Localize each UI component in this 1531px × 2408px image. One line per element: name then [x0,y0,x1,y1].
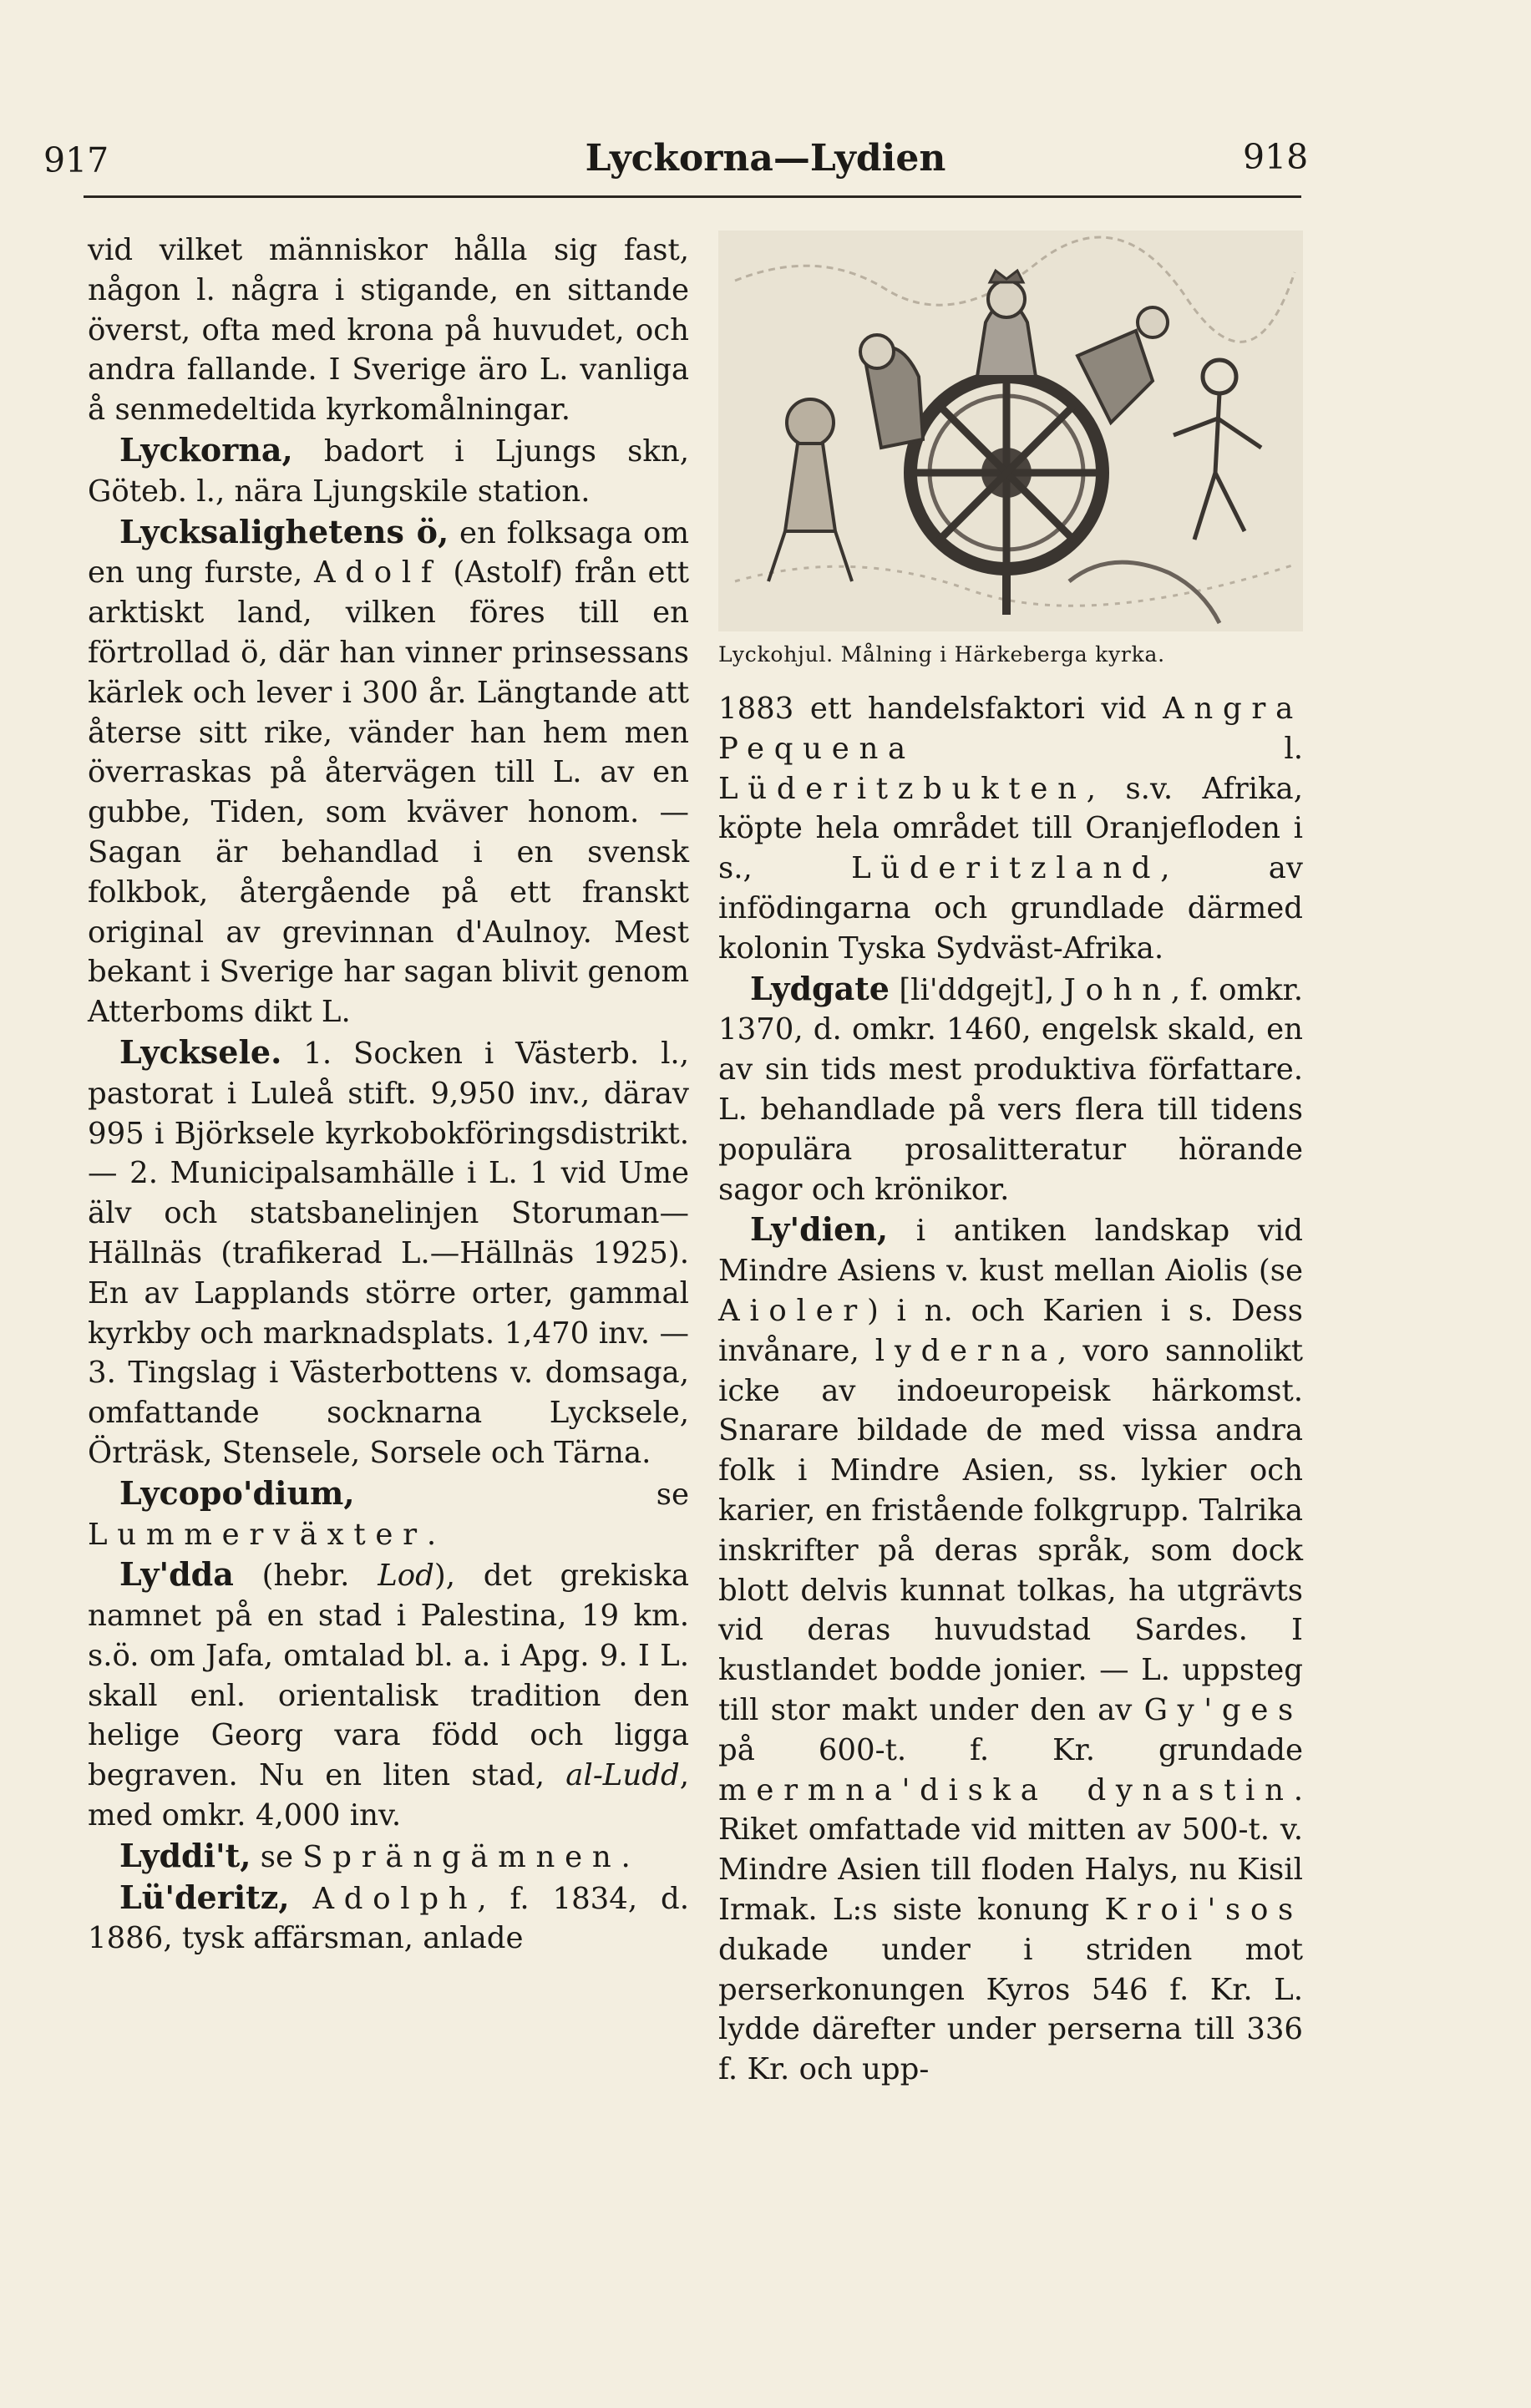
headword: Lü'deritz, [119,1878,290,1916]
headword: Lycopo'dium, [119,1473,355,1512]
headword: Lyddi't, [119,1836,251,1874]
figure-caption: Lyckohjul. Målning i Härkeberga kyrka. [718,642,1165,667]
entry-lycksalighetens-o: Lycksalighetens ö, en folksaga om en ung furste, Adolf (Astolf) från ett arktiskt land, vilken föres till en förtrollad ö, där han vinner prinsessans kärlek och lever i 300 år. Längtande att återse sitt rike, vänder han hem men överraskas på återvägen till L. av en gubbe, Tiden, som kväver honom. — Sagan är behandlad i en svensk folkbok, återgående på ett franskt original av grevinnan d'Aulnoy. Mest bekant i Sverige har sagan blivit genom Atterboms dikt L. [88,512,689,1030]
page-header [0,0,1531,209]
entry-lycksele: Lycksele. 1. Socken i Västerb. l., pastorat i Luleå stift. 9,950 inv., därav 995 i Björksele kyrkobokföringsdistrikt. — 2. Municipalsamhälle i L. 1 vid Ume älv och statsbanelinjen Storuman—Hällnäs (trafikerad L.—Hällnäs 1925). En av Lapplands större orter, gammal kyrkby och marknadsplats. 1,470 inv. — 3. Tingslag i Västerbottens v. domsaga, omfattande socknarna Lycksele, Örträsk, Stensele, Sorsele och Tärna. [88,1032,689,1470]
running-title: Lyckorna—Lydien [585,137,946,180]
headword: Lyckorna, [119,430,293,469]
header-rule [84,195,1301,198]
entry-luderitz: Lü'deritz, Adolph, f. 1834, d. 1886, tysk affärsman, anlade [88,1878,689,1956]
entry-lydien: Ly'dien, i antiken landskap vid Mindre Asiens v. kust mellan Aiolis (se Aioler) i n. och Karien i s. Dess invånare, lyderna, voro sannolikt icke av indoeuropeisk härkomst. Snarare bildade de med vissa andra folk i Mindre Asien, ss. lykier och karier, en fristående folkgrupp. Talrika inskrifter på deras språk, som dock blott delvis kunnat tolkas, ha utgrävts vid deras huvudstad Sardes. I kustlandet bodde jonier. — L. uppsteg till stor makt under den av Gy'ges på 600-t. f. Kr. grundade mermna'diska dynastin. Riket omfattade vid mitten av 500-t. v. Mindre Asien till floden Halys, nu Kisil Irmak. L:s siste konung Kroi'sos dukade under i striden mot perserkonungen Kyros 546 f. Kr. L. lydde därefter under perserna till 336 f. Kr. och upp- [718,1210,1304,2087]
entry-lydgate: Lydgate [li'ddgejt], John, f. omkr. 1370, d. omkr. 1460, engelsk skald, en av sin tids mest produktiva författare. L. behandlade på vers flera till tidens populära prosalitteratur hörande sagor och krönikor. [718,969,1303,1207]
entry-lyddit: Lyddi't, se Sprängämnen. [119,1836,631,1874]
wheel-of-fortune-figure [718,231,1303,677]
wheel-of-fortune-illustration [718,231,1303,631]
page-number-right: 918 [1243,137,1309,177]
entry-continuation: vid vilket människor hålla sig fast, någon l. några i stigande, en sittande överst, ofta med krona på huvudet, och andra fallande. I Sverige äro L. vanliga å senmedeltida kyrkomålningar. [88,233,689,428]
headword: Ly'dien, [750,1210,889,1249]
headword: Lycksalighetens ö, [119,512,449,550]
page-number-left: 917 [43,140,109,180]
headword: Lycksele. [119,1032,282,1071]
headword: Lydgate [750,969,890,1007]
right-column [718,231,1303,2090]
left-column [88,231,689,1959]
entry-lydda: Ly'dda (hebr. Lod), det grekiska namnet på en stad i Palestina, 19 km. s.ö. om Jafa, omtalad bl. a. i Apg. 9. I L. skall enl. orientalisk tradition den helige Georg vara född och ligga begraven. Nu en liten stad, al-Ludd, med omkr. 4,000 inv. [88,1555,689,1833]
entry-luderitz-continuation: 1883 ett handelsfaktori vid Angra Pequena l. Lüderitzbukten, s.v. Afrika, köpte hela området till Oranjefloden i s., Lüderitzland, av infödingarna och grundlade därmed kolonin Tyska Sydväst-Afrika. [718,692,1303,966]
entry-lycopodium: Lycopo'dium, se Lummerväxter. [88,1473,689,1552]
headword: Ly'dda [119,1555,234,1594]
entry-lyckorna: Lyckorna, badort i Ljungs skn, Göteb. l., nära Ljungskile station. [88,430,689,509]
